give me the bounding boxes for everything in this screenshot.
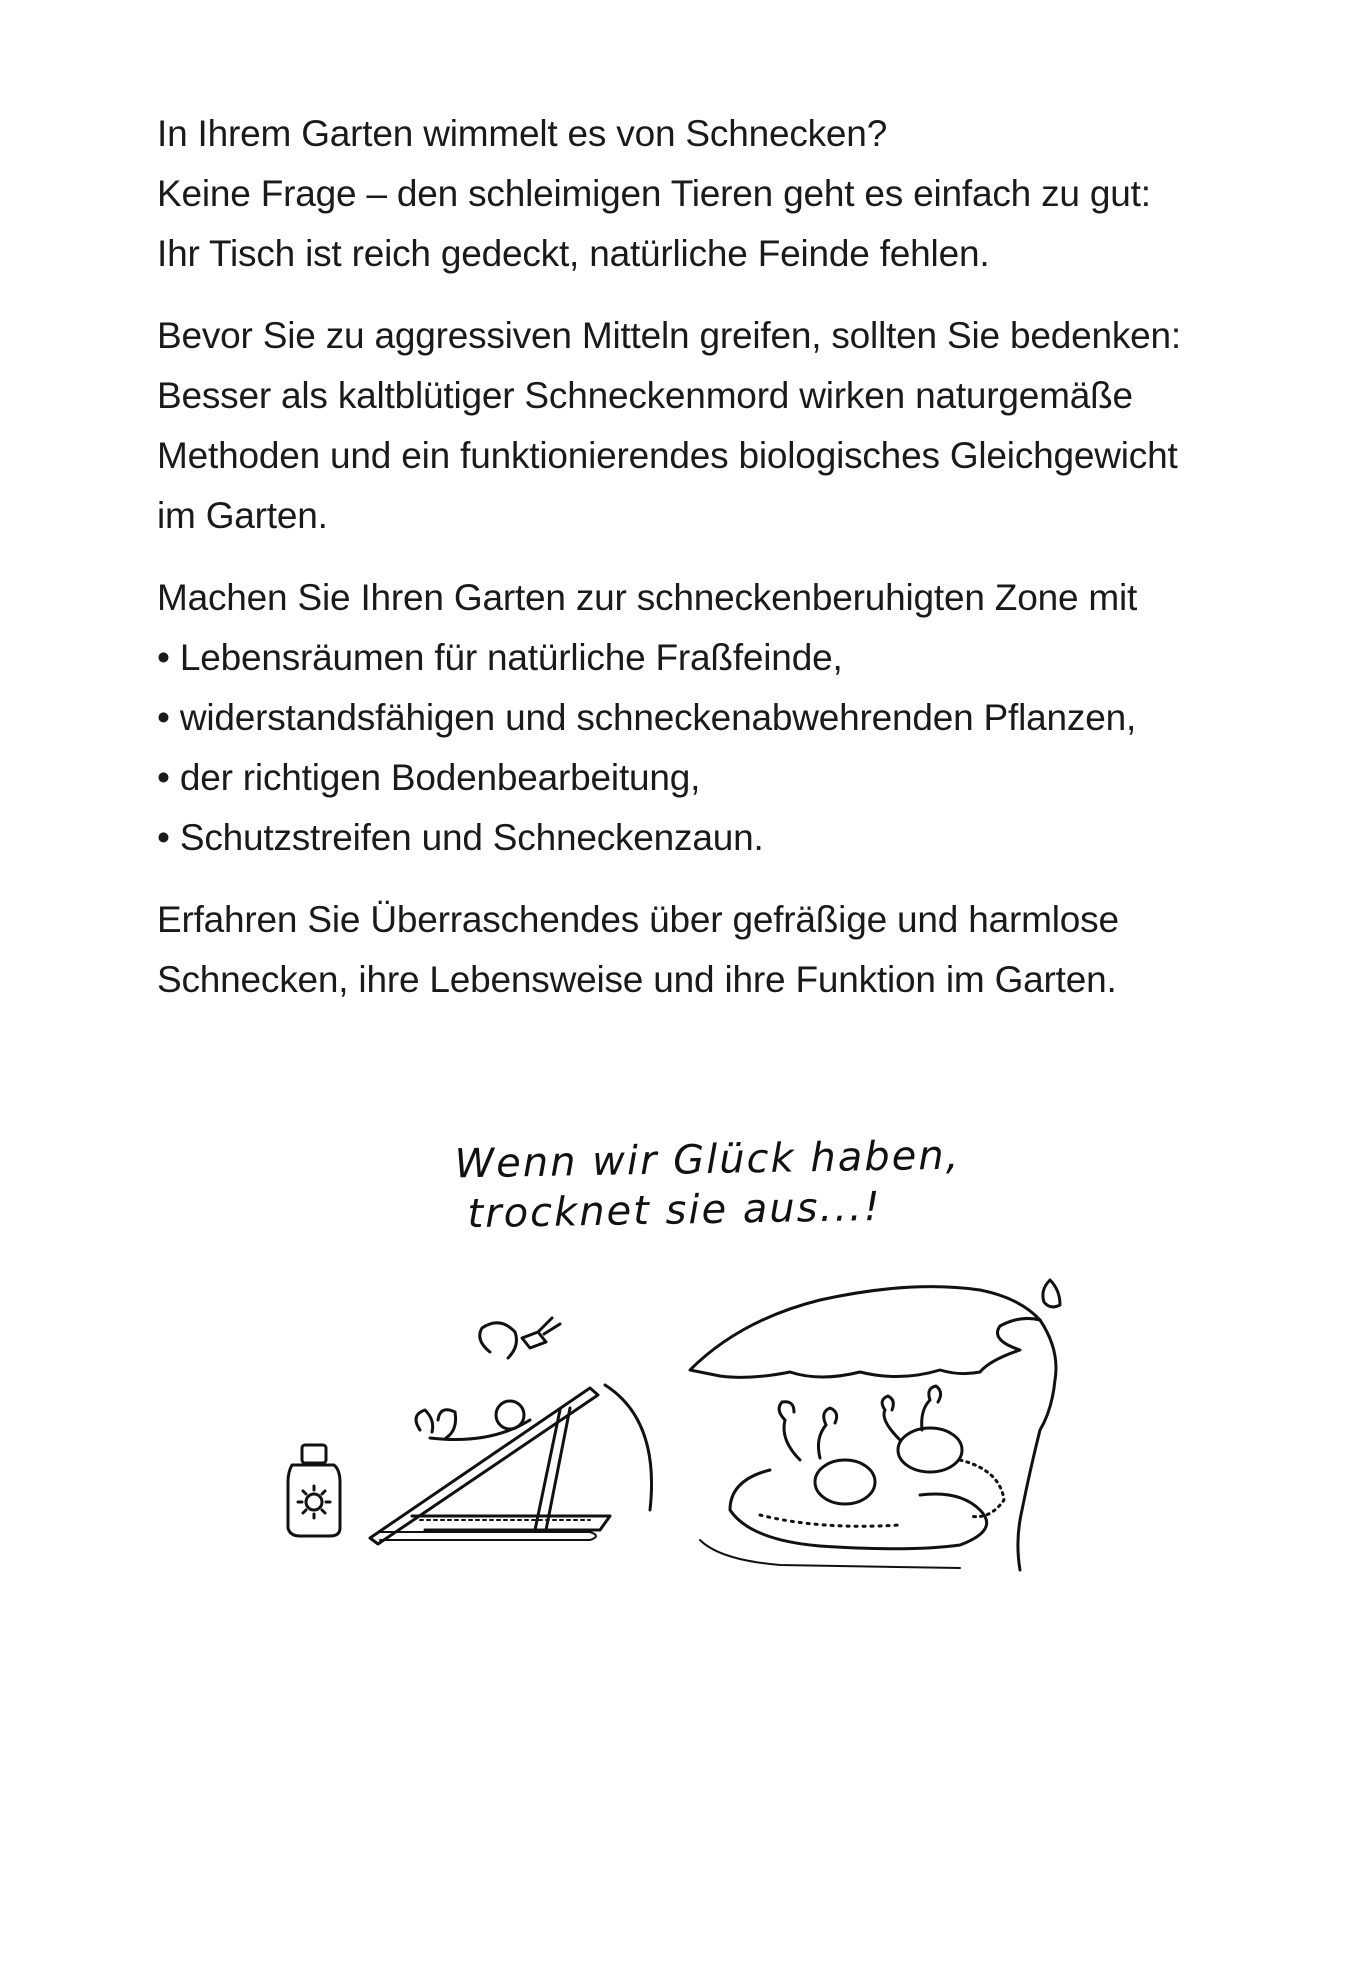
blurb-text bbox=[157, 104, 1237, 1032]
advice-line: im Garten. bbox=[157, 495, 328, 536]
list-item: • Lebensräumen für natürliche Fraßfeinde, bbox=[157, 628, 1237, 688]
outro-line: Schnecken, ihre Lebensweise und ihre Funktion im Garten. bbox=[157, 959, 1117, 1000]
sunscreen-bottle-icon bbox=[288, 1445, 340, 1536]
measures-paragraph bbox=[157, 568, 1237, 868]
list-item: • Schutzstreifen und Schneckenzaun. bbox=[157, 808, 1237, 868]
advice-paragraph bbox=[157, 306, 1237, 546]
snail-cartoon-illustration bbox=[260, 1120, 1160, 1600]
intro-line: In Ihrem Garten wimmelt es von Schnecken? bbox=[157, 113, 888, 154]
intro-line: Keine Frage – den schleimigen Tieren geht es einfach zu gut: bbox=[157, 173, 1151, 214]
speech-line-1: Wenn wir Glück haben, bbox=[454, 1132, 961, 1188]
deck-chair-icon bbox=[370, 1385, 652, 1544]
snail-icon bbox=[730, 1386, 1004, 1549]
outro-line: Erfahren Sie Überraschendes über gefräßige und harmlose bbox=[157, 899, 1119, 940]
snail-icon bbox=[416, 1318, 560, 1440]
measures-lead: Machen Sie Ihren Garten zur schneckenberuhigten Zone mit bbox=[157, 577, 1138, 618]
advice-line: Methoden und ein funktionierendes biologisches Gleichgewicht bbox=[157, 435, 1178, 476]
speech-line-2: trocknet sie aus...! bbox=[467, 1183, 883, 1238]
outro-paragraph bbox=[157, 890, 1237, 1010]
advice-line: Bevor Sie zu aggressiven Mitteln greifen, sollten Sie bedenken: bbox=[157, 315, 1181, 356]
advice-line: Besser als kaltblütiger Schneckenmord wirken naturgemäße bbox=[157, 375, 1133, 416]
intro-line: Ihr Tisch ist reich gedeckt, natürliche Feinde fehlen. bbox=[157, 233, 990, 274]
list-item: • widerstandsfähigen und schneckenabwehrenden Pflanzen, bbox=[157, 688, 1237, 748]
intro-paragraph bbox=[157, 104, 1237, 284]
measures-list bbox=[157, 628, 1237, 868]
list-item: • der richtigen Bodenbearbeitung, bbox=[157, 748, 1237, 808]
